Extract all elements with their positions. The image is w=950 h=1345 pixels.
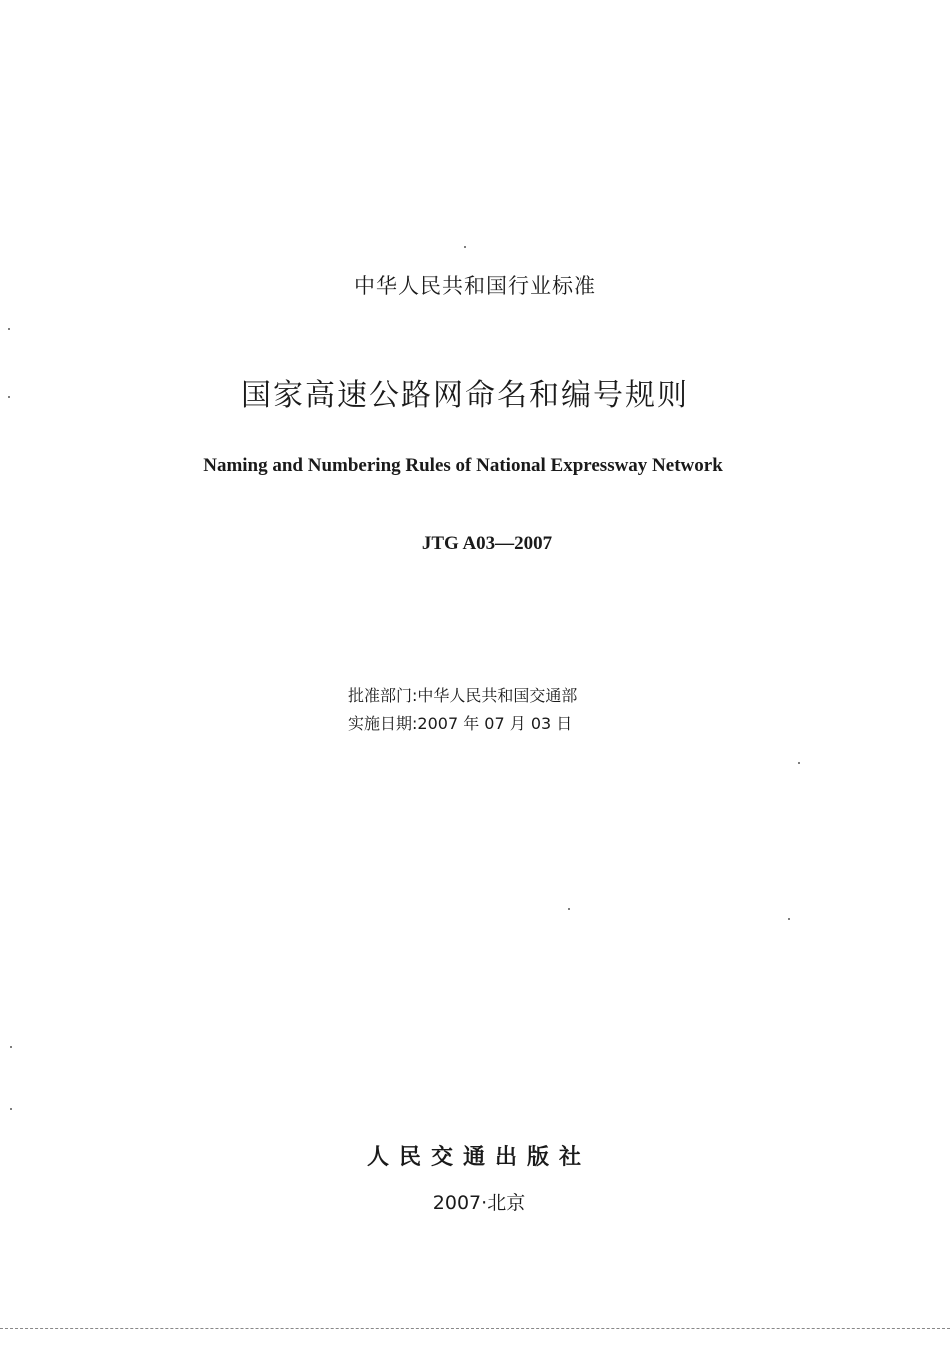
document-title-english: Naming and Numbering Rules of National Expressway Network bbox=[203, 455, 723, 476]
document-title-chinese: 国家高速公路网命名和编号规则 bbox=[241, 378, 689, 413]
approval-value: 中华人民共和国交通部 bbox=[417, 686, 578, 705]
approval-label: 批准部门: bbox=[348, 686, 418, 705]
scan-speck bbox=[798, 762, 800, 764]
scan-speck bbox=[464, 246, 466, 248]
effective-date-label: 实施日期: bbox=[348, 714, 418, 733]
scan-speck bbox=[788, 918, 790, 920]
approval-row bbox=[348, 682, 577, 710]
scan-speck bbox=[8, 396, 10, 398]
scan-speck bbox=[8, 328, 10, 330]
scan-speck bbox=[568, 908, 570, 910]
effective-date-row bbox=[348, 710, 577, 738]
scan-speck bbox=[10, 1046, 12, 1048]
standard-code: JTG A03—2007 bbox=[421, 533, 553, 554]
scan-speck bbox=[10, 1108, 12, 1110]
approval-info-block bbox=[348, 682, 577, 738]
publisher-name: 人民交通出版社 bbox=[366, 1144, 591, 1170]
industry-standard-heading: 中华人民共和国行业标准 bbox=[354, 274, 596, 298]
scan-bottom-edge bbox=[0, 1328, 950, 1329]
publication-place-year: 2007·北京 bbox=[432, 1192, 526, 1214]
effective-date-value: 2007 年 07 月 03 日 bbox=[417, 714, 573, 733]
